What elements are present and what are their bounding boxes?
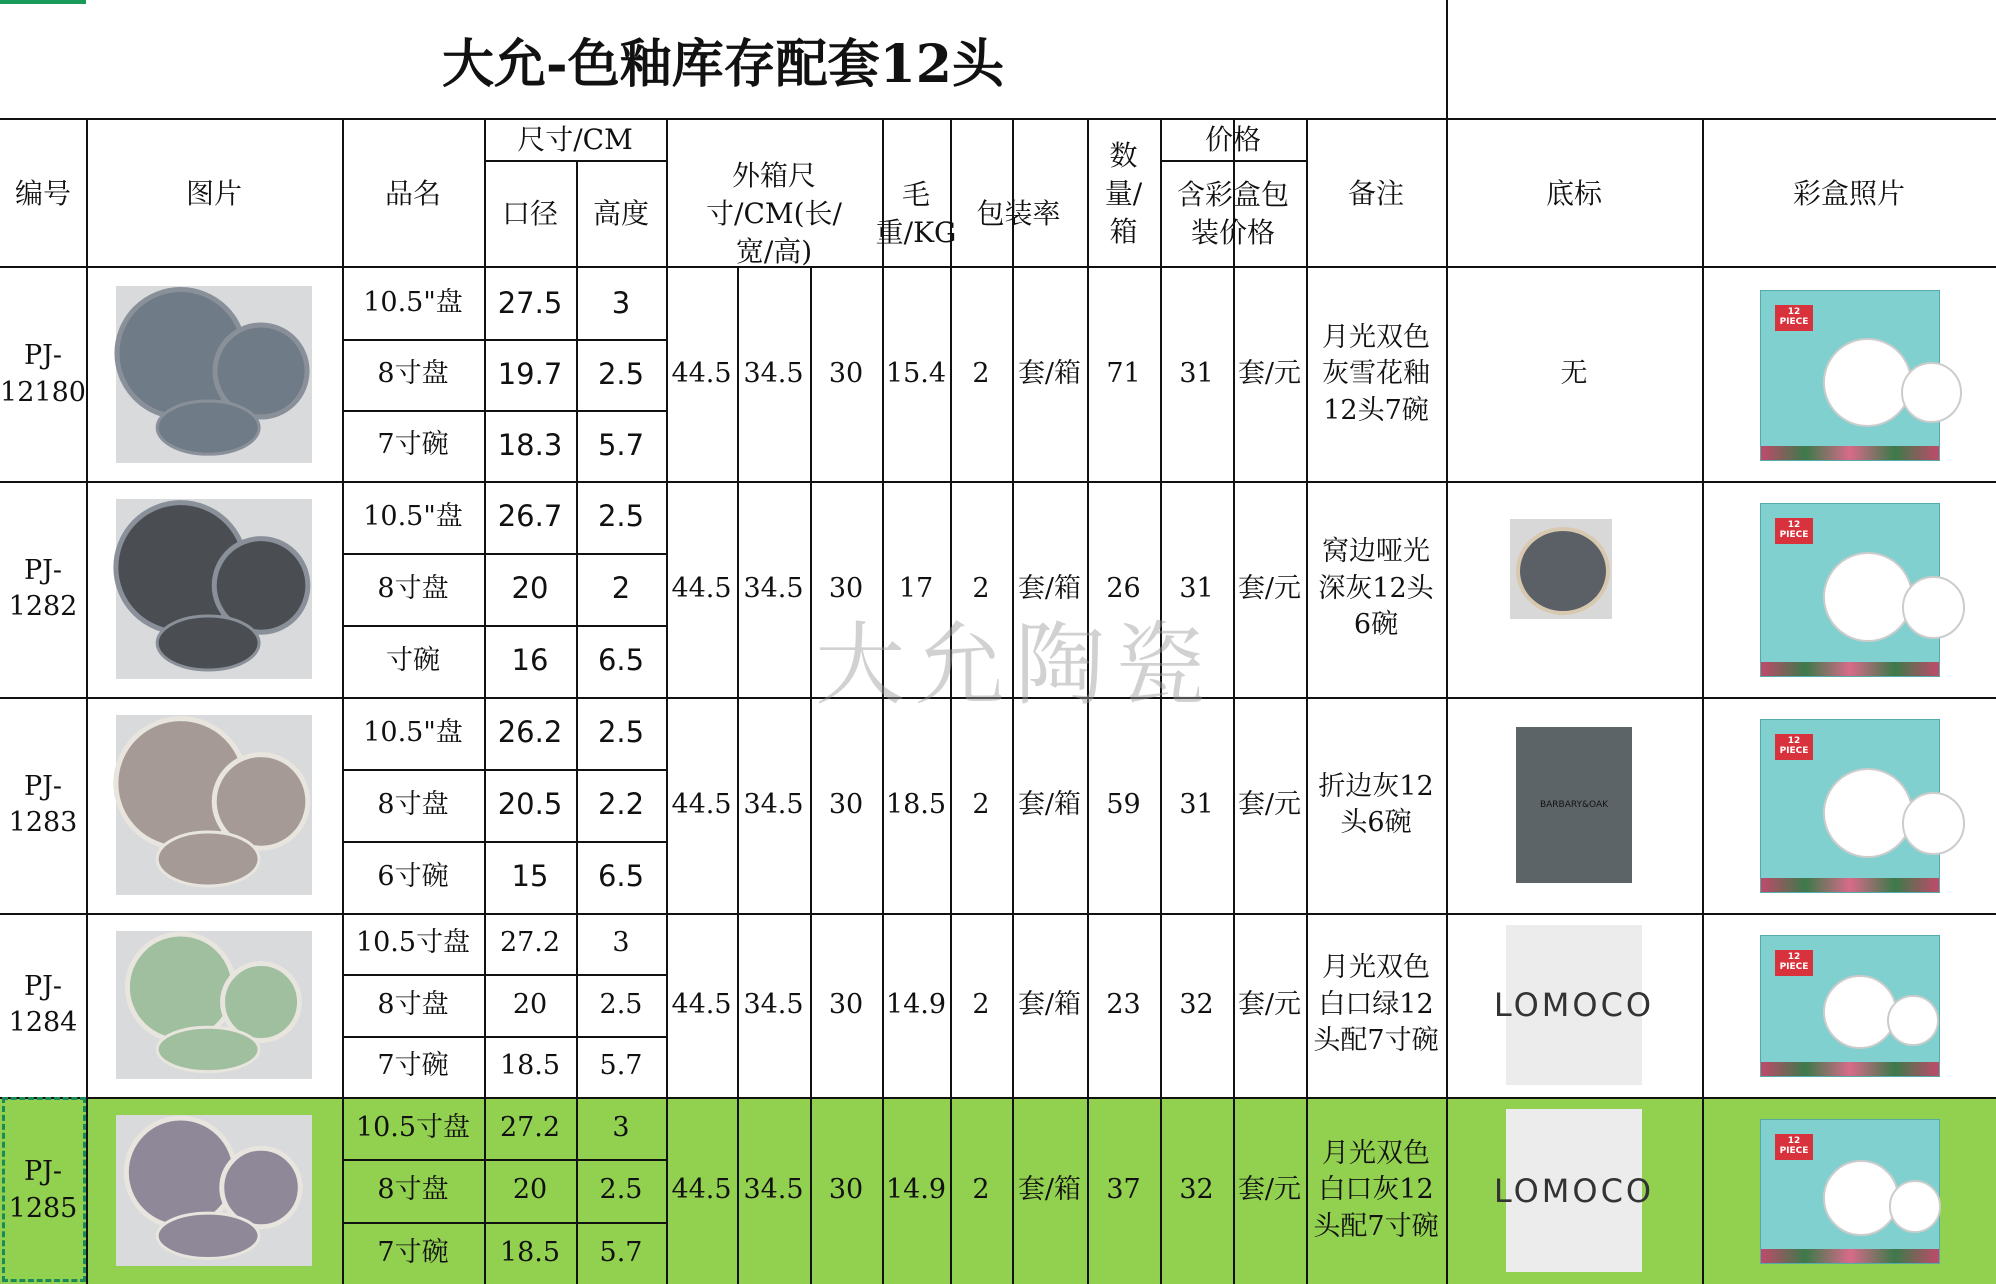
item-name[interactable]: 10.5寸盘 [355,927,471,959]
header-weight[interactable]: 毛重/KG [875,178,957,249]
item-height[interactable]: 2.2 [597,787,645,822]
header-qty[interactable]: 数量/箱 [1104,139,1143,248]
box-plate-large [1823,552,1913,642]
item-name[interactable]: 7寸碗 [377,1050,449,1082]
box-plate-small [1902,792,1964,854]
box-flowers [1761,1249,1939,1263]
bottom-logo-text: LOMOCO [1493,1171,1655,1210]
product-photo [116,715,312,895]
grid-line-v [1012,118,1014,1284]
box-label: 12 PIECE [1775,305,1813,331]
pack-unit[interactable]: 套/箱 [1017,988,1082,1020]
bottom-mark-text[interactable]: 无 [1560,358,1588,390]
item-height[interactable]: 5.7 [599,1236,643,1268]
color-box-photo [1760,719,1940,893]
item-name[interactable]: 6寸碗 [377,860,449,892]
item-height[interactable]: 2.5 [599,1174,643,1206]
box-label: 12 PIECE [1775,518,1813,544]
pack-count[interactable]: 2 [972,358,990,390]
gross-weight[interactable]: 14.9 [885,1174,947,1206]
box-flowers [1761,662,1939,676]
product-photo [116,931,312,1079]
item-name[interactable]: 7寸碗 [377,429,449,461]
large-plate [127,934,234,1041]
item-diameter[interactable]: 19.7 [497,356,563,391]
header-remark[interactable]: 备注 [1347,177,1404,211]
item-height[interactable]: 2.5 [597,499,645,534]
item-height[interactable]: 3 [612,927,630,959]
item-height[interactable]: 2.5 [597,356,645,391]
box-plate-small [1889,1180,1942,1233]
grid-line-h [342,974,666,976]
header-carton[interactable]: 外箱尺寸/CM(长/宽/高) [706,159,842,268]
item-diameter[interactable]: 15 [511,859,549,894]
qty-per-carton[interactable]: 23 [1106,988,1141,1020]
bottom-logo-text: BARBARY&OAK [1539,800,1609,810]
color-box-photo [1760,503,1940,677]
box-flowers [1761,878,1939,892]
box-plate-large [1823,975,1897,1049]
grid-line-h [342,625,666,627]
remark[interactable]: 折边灰12头6碗 [1318,770,1434,838]
product-photo [116,499,312,679]
price-unit[interactable]: 套/元 [1237,572,1302,604]
product-photo [116,1115,312,1266]
item-diameter[interactable]: 18.5 [499,1236,561,1268]
box-plate-large [1823,1160,1899,1236]
grid-line-h [0,697,1996,699]
qty-per-carton[interactable]: 26 [1106,572,1141,604]
price-unit[interactable]: 套/元 [1237,1174,1302,1206]
item-diameter[interactable]: 26.2 [497,715,563,750]
carton-width[interactable]: 34.5 [743,988,804,1020]
item-diameter[interactable]: 16 [511,643,549,678]
carton-width[interactable]: 34.5 [743,358,804,390]
price[interactable]: 31 [1179,788,1214,820]
header-diameter[interactable]: 口径 [501,197,558,231]
box-label: 12 PIECE [1775,1134,1813,1160]
row-code[interactable]: PJ-12180 [0,340,86,408]
item-name[interactable]: 10.5"盘 [363,287,463,319]
box-label: 12 PIECE [1775,734,1813,760]
item-diameter[interactable]: 20.5 [497,787,563,822]
header-code[interactable]: 编号 [14,177,71,211]
item-name[interactable]: 10.5"盘 [363,716,463,748]
item-height[interactable]: 3 [612,1111,630,1143]
carton-width[interactable]: 34.5 [743,788,804,820]
bottom-mark-photo [1493,925,1655,1085]
box-plate-large [1823,768,1913,858]
grid-line-v [86,118,88,1284]
item-height[interactable]: 2.5 [599,988,643,1020]
grid-line-v [1012,118,1014,160]
grid-line-v [1233,268,1235,1284]
selected-cell[interactable] [2,1097,86,1282]
box-plate-small [1902,576,1964,638]
row-code[interactable]: PJ-1283 [8,770,78,838]
color-box-photo [1760,1119,1940,1264]
pack-unit[interactable]: 套/箱 [1017,572,1082,604]
bottom-mark-photo [1510,519,1612,619]
grid-line-v [576,160,578,1284]
grid-line-h [0,913,1996,915]
grid-line-h [0,481,1996,483]
box-plate-small [1901,362,1962,423]
item-height[interactable]: 3 [611,285,631,320]
box-label: 12 PIECE [1775,950,1813,976]
pack-unit[interactable]: 套/箱 [1017,788,1082,820]
remark[interactable]: 月光双色白口绿12头配7寸碗 [1313,952,1439,1057]
carton-length[interactable]: 44.5 [671,572,732,604]
grid-line-h [0,1097,1996,1099]
header-image[interactable]: 图片 [185,177,242,211]
header-box-photo[interactable]: 彩盒照片 [1792,177,1905,211]
row-code[interactable]: PJ-1284 [8,970,78,1038]
remark[interactable]: 窝边哑光深灰12头6碗 [1318,536,1434,641]
bowl [157,616,259,670]
bowl-bottom-icon [1516,527,1610,615]
grid-line-v [484,118,486,1284]
bottom-mark-photo [1493,1109,1655,1272]
price-unit[interactable]: 套/元 [1237,358,1302,390]
price[interactable]: 32 [1179,1174,1214,1206]
grid-line-h [342,1222,666,1224]
grid-line-h [342,841,666,843]
box-flowers [1761,446,1939,460]
price[interactable]: 31 [1179,572,1214,604]
grid-line-h [342,769,666,771]
carton-length[interactable]: 44.5 [671,988,732,1020]
header-bottom-mark[interactable]: 底标 [1545,177,1602,211]
gross-weight[interactable]: 18.5 [885,788,947,820]
carton-width[interactable]: 34.5 [743,1174,804,1206]
grid-line-v [1160,118,1162,1284]
row-code[interactable]: PJ-1282 [8,554,78,622]
item-diameter[interactable]: 20 [512,988,548,1020]
price-unit[interactable]: 套/元 [1237,988,1302,1020]
item-name[interactable]: 10.5"盘 [363,500,463,532]
grid-line-v [950,118,952,1284]
item-diameter[interactable]: 20 [511,571,549,606]
bowl [157,401,259,454]
bowl [157,1027,259,1071]
bowl [157,1213,259,1258]
grid-line-h [342,339,666,341]
bottom-logo-text: LOMOCO [1493,986,1655,1024]
item-name[interactable]: 8寸盘 [377,988,449,1020]
header-price[interactable]: 价格 [1204,123,1261,157]
grid-line-v [342,118,344,1284]
row-code[interactable]: PJ-1285 [8,1156,78,1224]
carton-width[interactable]: 34.5 [743,572,804,604]
pack-unit[interactable]: 套/箱 [1017,358,1082,390]
carton-height[interactable]: 30 [828,358,864,390]
price[interactable]: 31 [1179,358,1214,390]
header-name[interactable]: 品名 [384,177,441,211]
carton-length[interactable]: 44.5 [671,788,732,820]
gross-weight[interactable]: 15.4 [885,358,947,390]
item-name[interactable]: 8寸盘 [377,572,449,604]
item-name[interactable]: 寸碗 [386,644,440,676]
color-box-photo [1760,290,1940,461]
color-box-photo [1760,935,1940,1077]
carton-height[interactable]: 30 [828,788,864,820]
grid-line-v [950,118,952,160]
price-unit[interactable]: 套/元 [1237,788,1302,820]
item-height[interactable]: 5.7 [597,427,645,462]
item-diameter[interactable]: 27.2 [499,927,561,959]
carton-height[interactable]: 30 [828,988,864,1020]
box-flowers [1761,1062,1939,1076]
box-plate-large [1823,338,1912,427]
item-name[interactable]: 7寸碗 [377,1236,449,1268]
qty-per-carton[interactable]: 37 [1106,1174,1141,1206]
grid-line-v [737,268,739,1284]
gross-weight[interactable]: 14.9 [885,988,947,1020]
grid-line-h [0,266,1996,268]
item-diameter[interactable]: 27.2 [499,1111,561,1143]
pack-count[interactable]: 2 [972,988,990,1020]
carton-height[interactable]: 30 [828,1174,864,1206]
bowl [157,832,259,886]
product-photo [116,286,312,463]
remark[interactable]: 月光双色灰雪花釉12头7碗 [1322,321,1430,426]
pack-count[interactable]: 2 [972,572,990,604]
qty-per-carton[interactable]: 59 [1106,788,1141,820]
item-name[interactable]: 8寸盘 [377,1174,449,1206]
item-height[interactable]: 6.5 [597,643,645,678]
large-plate [126,1118,235,1227]
grid-line-v [1702,118,1704,1284]
item-height[interactable]: 5.7 [599,1050,643,1082]
grid-line-v [810,268,812,1284]
item-diameter[interactable]: 20 [512,1174,548,1206]
grid-line-h [342,410,666,412]
item-height[interactable]: 2.5 [597,715,645,750]
qty-per-carton[interactable]: 71 [1106,358,1141,390]
sheet-title: 大允-色釉库存配套12头 [442,33,1004,95]
grid-line-v [1446,0,1448,118]
item-diameter[interactable]: 18.5 [499,1050,561,1082]
grid-line-v [666,118,668,1284]
carton-length[interactable]: 44.5 [671,1174,732,1206]
price[interactable]: 32 [1179,988,1214,1020]
grid-line-h [342,1159,666,1161]
carton-length[interactable]: 44.5 [671,358,732,390]
header-pack[interactable]: 包装率 [976,197,1061,231]
item-height[interactable]: 6.5 [597,859,645,894]
gross-weight[interactable]: 17 [898,572,934,604]
item-height[interactable]: 2 [611,571,631,606]
item-name[interactable]: 8寸盘 [377,788,449,820]
grid-line-h [0,118,1996,120]
grid-line-v [1306,118,1308,1284]
item-name[interactable]: 8寸盘 [377,358,449,390]
grid-line-h [484,160,666,162]
header-height[interactable]: 高度 [592,197,649,231]
header-size[interactable]: 尺寸/CM [517,123,633,157]
grid-line-h [342,553,666,555]
grid-line-v [1446,118,1448,1284]
box-plate-small [1887,995,1939,1047]
remark[interactable]: 月光双色白口灰12头配7寸碗 [1313,1137,1439,1242]
carton-height[interactable]: 30 [828,572,864,604]
item-diameter[interactable]: 18.3 [497,427,563,462]
pack-unit[interactable]: 套/箱 [1017,1174,1082,1206]
grid-line-v [1087,118,1089,1284]
item-name[interactable]: 10.5寸盘 [355,1111,471,1143]
pack-count[interactable]: 2 [972,788,990,820]
grid-line-h [342,1036,666,1038]
grid-line-v [882,118,884,1284]
header-price-sub[interactable]: 含彩盒包装价格 [1176,178,1289,249]
bottom-mark-photo [1516,727,1632,883]
pack-count[interactable]: 2 [972,1174,990,1206]
watermark: 大允陶瓷 [815,613,1215,718]
item-diameter[interactable]: 27.5 [497,285,563,320]
item-diameter[interactable]: 26.7 [497,499,563,534]
